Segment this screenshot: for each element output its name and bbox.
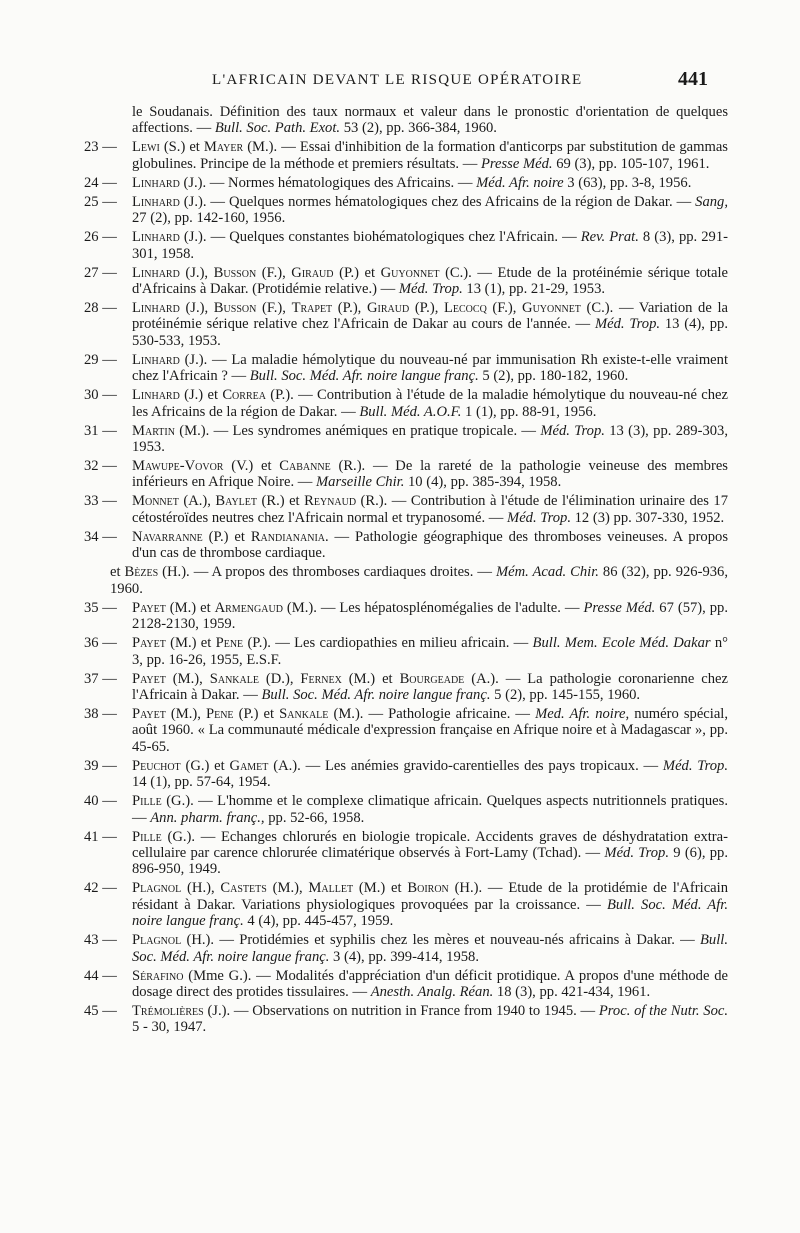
author-name: Payet <box>132 705 166 722</box>
journal-title: Méd. Trop. <box>507 509 571 526</box>
reference-list <box>84 104 728 1038</box>
reference-text: 10 (4), pp. 385-394, 1958. <box>404 474 562 491</box>
reference-entry <box>84 1003 728 1036</box>
reference-entry <box>84 194 728 227</box>
reference-text: 5 (2), pp. 180-182, 1960. <box>478 368 629 385</box>
reference-entry <box>84 458 728 491</box>
journal-title: Ann. pharm. franç., <box>150 809 265 826</box>
author-name: Randianania <box>250 528 325 545</box>
reference-text: (M.). — Essai d'inhibition de la formation d'anticorps par substitution de gammas globulines. Principe de la méthode et premiers résultats. — <box>132 139 728 172</box>
author-name: Linhard <box>132 174 180 191</box>
journal-title: Med. Afr. noire, <box>535 705 630 722</box>
reference-text: (J.). — Quelques constantes biohématologiques chez l'Africain. — <box>179 229 581 246</box>
reference-text: (C.). — Etude de la protéinémie sérique totale d'Africains à Dakar. (Protidémie relative.) — <box>132 264 729 298</box>
reference-entry <box>84 968 728 1001</box>
reference-text: (F.), <box>256 264 292 281</box>
author-name: Armengaud <box>214 599 283 616</box>
author-name: Pene <box>205 705 234 722</box>
reference-entry <box>84 265 728 298</box>
reference-text: (M.). — Pathologie africaine. — <box>328 705 536 722</box>
reference-text: (F.), <box>486 300 523 317</box>
author-name: Navarranne <box>132 528 203 545</box>
reference-text: 69 (3), pp. 105-107, 1961. <box>552 155 710 172</box>
reference-text: (G.) et <box>180 757 230 774</box>
author-name: Linhard <box>132 264 180 281</box>
reference-text: (V.) et <box>223 458 280 475</box>
reference-text: (J.), <box>179 264 214 281</box>
author-name: Trémolières <box>132 1002 204 1019</box>
reference-number: 25 — <box>84 193 117 210</box>
reference-text: (R.) et <box>257 493 305 510</box>
reference-entry <box>84 104 728 137</box>
journal-title: Bull. Soc. Méd. Afr. noire langue franç. <box>261 686 491 703</box>
reference-number: 41 — <box>84 828 117 845</box>
reference-number: 38 — <box>84 705 117 722</box>
reference-entry <box>84 229 728 262</box>
running-title: L'AFRICAIN DEVANT LE RISQUE OPÉRATOIRE <box>212 72 583 88</box>
reference-text: (M.) et <box>341 670 400 687</box>
reference-number: 26 — <box>84 229 117 246</box>
reference-text: et <box>110 564 125 581</box>
reference-number: 43 — <box>84 932 117 949</box>
reference-text: 5 - 30, 1947. <box>132 1019 207 1036</box>
reference-text: 18 (3), pp. 421-434, 1961. <box>493 983 651 1000</box>
author-name: Guyonnet <box>380 264 440 281</box>
reference-entry <box>84 529 728 562</box>
reference-number: 33 — <box>84 493 117 510</box>
reference-entry <box>84 635 728 668</box>
author-name: Boiron <box>407 880 449 897</box>
reference-text: 67 (57), pp. 2128-2130, 1959. <box>132 599 728 633</box>
reference-number: 35 — <box>84 599 117 616</box>
author-name: Fernex <box>300 670 342 687</box>
reference-text: (M.) et <box>165 635 216 652</box>
author-name: Peuchot <box>132 757 181 774</box>
reference-text: 1 (1), pp. 88-91, 1956. <box>461 403 597 420</box>
reference-entry <box>84 564 728 597</box>
reference-text: (M.), <box>165 670 210 687</box>
reference-entry <box>84 423 728 456</box>
reference-text: (R.). — De la rareté de la pathologie veineuse des membres inférieurs en Afrique Noire. — <box>132 458 728 491</box>
reference-text: (A.), <box>178 493 216 510</box>
reference-text: (P.), <box>409 300 444 317</box>
reference-text: (P.) et <box>202 528 251 545</box>
reference-text: 5 (2), pp. 145-155, 1960. <box>490 686 641 703</box>
author-name: Linhard <box>132 229 180 246</box>
reference-number: 42 — <box>84 880 117 897</box>
reference-text: (S.) et <box>159 139 204 156</box>
journal-title: Bull. Soc. Méd. Afr. noire langue franç. <box>132 896 728 930</box>
author-name: Bèzes <box>124 564 159 581</box>
reference-number: 36 — <box>84 635 117 652</box>
reference-entry <box>84 706 728 755</box>
reference-number: 28 — <box>84 300 117 317</box>
reference-text: (Mme G.). — Modalités d'appréciation d'un déficit protidique. A propos d'une méthode de dosage direct des protides tissulaires. — <box>132 967 728 1000</box>
reference-text: (C.). — Variation de la protéinémie sérique relative chez l'Africain de Dakar au cours de l'année. — <box>132 300 729 333</box>
author-name: Sérafino <box>132 967 184 984</box>
author-name: Pille <box>132 793 162 810</box>
reference-entry <box>84 932 728 965</box>
reference-number: 29 — <box>84 351 117 368</box>
journal-title: Bull. Mem. Ecole Méd. Dakar <box>532 635 711 652</box>
author-name: Plagnol <box>132 880 182 897</box>
author-name: Sankale <box>279 705 329 722</box>
author-name: Mawupe-Vovor <box>132 458 224 475</box>
reference-text: (J.), <box>179 300 214 317</box>
reference-text: pp. 52-66, 1958. <box>264 809 365 826</box>
reference-text: (M.). — Les hépatosplénomégalies de l'adulte. — <box>282 599 584 616</box>
author-name: Martin <box>132 422 175 439</box>
reference-text: (H.). — Etude de la protidémie de l'Africain résidant à Dakar. Variations physiologiques provoquées par la croissance. — <box>132 880 728 913</box>
reference-entry <box>84 139 728 172</box>
author-name: Correa <box>222 387 266 404</box>
reference-number: 40 — <box>84 793 117 810</box>
author-name: Mallet <box>308 880 354 897</box>
reference-text: n° 3, pp. 16-26, 1955, E.S.F. <box>132 635 728 668</box>
journal-title: Mém. Acad. Chir. <box>495 564 599 581</box>
reference-text: 12 (3) pp. 307-330, 1952. <box>570 509 725 526</box>
journal-title: Presse Méd. <box>583 599 656 616</box>
author-name: Cabanne <box>279 458 331 475</box>
author-name: Lewi <box>132 139 160 156</box>
reference-text: (H.). — Protidémies et syphilis chez les mères et nouveau-nés africains à Dakar. — <box>181 932 701 949</box>
reference-entry <box>84 829 728 878</box>
reference-text: 86 (32), pp. 926-936, 1960. <box>110 564 728 597</box>
reference-entry <box>84 758 728 791</box>
reference-entry <box>84 352 728 385</box>
journal-title: Proc. of the Nutr. Soc. <box>598 1002 729 1019</box>
reference-text: (M.) et <box>353 880 408 897</box>
reference-text: . — Pathologie géographique des thromboses veineuses. A propos d'un cas de thrombose cardiaque. <box>132 528 729 562</box>
reference-entry <box>84 175 728 191</box>
reference-text: (P.) et <box>333 264 381 281</box>
reference-text: 8 (3), pp. 291-301, 1958. <box>132 229 728 262</box>
reference-number: 23 — <box>84 139 117 156</box>
reference-text: (P.) et <box>233 705 280 722</box>
reference-text: 3 (63), pp. 3-8, 1956. <box>563 174 692 191</box>
reference-entry <box>84 493 728 526</box>
author-name: Lecocq <box>443 300 487 317</box>
author-name: Sankale <box>209 670 259 687</box>
reference-entry <box>84 880 728 929</box>
reference-text: 13 (1), pp. 21-29, 1953. <box>462 281 606 298</box>
reference-number: 44 — <box>84 967 117 984</box>
reference-text: 3 (4), pp. 399-414, 1958. <box>329 948 479 965</box>
journal-title: Marseille Chir. <box>315 474 405 491</box>
reference-text: (R.). — Contribution à l'étude de l'élimination urinaire des 17 cétostéroïdes neutres chez l'Africain normal et trypanosomé. — <box>132 493 728 526</box>
author-name: Trapet <box>291 300 333 317</box>
journal-title: Rev. Prat. <box>580 229 639 246</box>
running-head <box>212 68 708 92</box>
reference-text: (M.), <box>266 880 309 897</box>
reference-text: (J.). — Quelques normes hématologiques chez des Africains de la région de Dakar. — <box>179 193 696 210</box>
reference-text: (G.). — L'homme et le complexe climatique africain. Quelques aspects nutritionnels pratiques. — <box>132 793 728 826</box>
journal-title: Méd. Trop. <box>604 844 669 861</box>
author-name: Mayer <box>203 139 244 156</box>
reference-number: 24 — <box>84 174 117 191</box>
reference-text: (M.) et <box>165 599 215 616</box>
journal-title: Sang, <box>695 193 728 210</box>
author-name: Payet <box>132 670 166 687</box>
author-name: Plagnol <box>132 932 182 949</box>
reference-entry <box>84 600 728 633</box>
author-name: Busson <box>213 300 257 317</box>
reference-text: (J.). — Normes hématologiques des Africains. — <box>179 174 477 191</box>
reference-number: 45 — <box>84 1002 117 1019</box>
reference-text: 14 (1), pp. 57-64, 1954. <box>132 774 271 791</box>
journal-title: Méd. Trop. <box>594 316 661 333</box>
journal-title: Bull. Soc. Méd. Afr. noire langue franç. <box>249 368 479 385</box>
journal-title: Bull. Soc. Méd. Afr. noire langue franç. <box>132 932 728 965</box>
reference-text: (M.). — Les syndromes anémiques en pratique tropicale. — <box>174 422 541 439</box>
author-name: Linhard <box>132 193 180 210</box>
reference-number: 34 — <box>84 528 117 545</box>
reference-text: le Soudanais. Définition des taux normaux et valeur dans le pronostic d'orientation de quelques affections. — <box>132 104 728 137</box>
reference-number: 32 — <box>84 458 117 475</box>
author-name: Giraud <box>291 264 334 281</box>
reference-text: (P.), <box>332 300 367 317</box>
author-name: Reynaud <box>304 493 357 510</box>
reference-number: 31 — <box>84 422 117 439</box>
reference-text: (A.). — La pathologie coronarienne chez l'Africain à Dakar. — <box>132 670 728 703</box>
author-name: Monnet <box>132 493 179 510</box>
author-name: Giraud <box>366 300 410 317</box>
reference-text: numéro spécial, août 1960. « La communauté médicale d'expression française en Afrique noire et à Madagascar », pp. 45-65. <box>132 705 729 755</box>
journal-title: Méd. Trop. <box>662 757 728 774</box>
author-name: Castets <box>220 880 267 897</box>
author-name: Bourgeade <box>399 670 465 687</box>
reference-text: (P.). — Contribution à l'étude de la maladie hémolytique du nouveau-né chez les Africains de la région de Dakar. — <box>132 387 728 420</box>
reference-text: (P.). — Les cardiopathies en milieu africain. — <box>243 635 533 652</box>
reference-entry <box>84 671 728 704</box>
reference-text: 4 (4), pp. 445-457, 1959. <box>243 913 394 930</box>
reference-number: 37 — <box>84 670 117 687</box>
reference-text: (F.), <box>256 300 292 317</box>
author-name: Gamet <box>229 757 269 774</box>
reference-number: 27 — <box>84 264 117 281</box>
journal-title: Bull. Soc. Path. Exot. <box>214 120 341 137</box>
reference-text: (M.), <box>165 705 206 722</box>
reference-number: 30 — <box>84 387 117 404</box>
author-name: Payet <box>132 599 166 616</box>
reference-text: 9 (6), pp. 896-950, 1949. <box>132 844 728 878</box>
reference-text: (J.). — Observations on nutrition in France from 1940 to 1945. — <box>203 1002 599 1019</box>
reference-text: (D.), <box>258 670 301 687</box>
author-name: Linhard <box>132 387 180 404</box>
author-name: Linhard <box>132 300 180 317</box>
page-number: 441 <box>678 68 708 90</box>
author-name: Baylet <box>215 493 257 510</box>
author-name: Pene <box>215 635 244 652</box>
journal-title: Méd. Trop. <box>398 281 463 298</box>
author-name: Linhard <box>132 351 180 368</box>
reference-entry <box>84 793 728 826</box>
reference-text: (A.). — Les anémies gravido-carentielles des pays tropicaux. — <box>268 757 663 774</box>
reference-text: 27 (2), pp. 142-160, 1956. <box>132 210 286 227</box>
reference-text: (H.). — A propos des thromboses cardiaques droites. — <box>158 564 496 581</box>
reference-entry <box>84 387 728 420</box>
author-name: Busson <box>213 264 257 281</box>
reference-number: 39 — <box>84 757 117 774</box>
reference-text: (G.). — Echanges chlorurés en biologie tropicale. Accidents graves de déshydratation extra-cellulaire par carence chlorurée climatérique observés à Fort-Lamy (Tchad). — <box>132 828 728 861</box>
reference-text: (J.) et <box>179 387 223 404</box>
reference-entry <box>84 300 728 349</box>
reference-text: (J.). — La maladie hémolytique du nouveau-né par immunisation Rh existe-t-elle vraiment chez l'Africain ? — <box>132 351 728 385</box>
author-name: Guyonnet <box>522 300 581 317</box>
journal-title: Méd. Afr. noire <box>476 174 564 191</box>
journal-title: Anesth. Analg. Réan. <box>370 983 494 1000</box>
reference-text: (H.), <box>181 880 221 897</box>
journal-title: Presse Méd. <box>480 155 553 172</box>
author-name: Pille <box>132 828 162 845</box>
journal-title: Méd. Trop. <box>540 422 605 439</box>
author-name: Payet <box>132 635 166 652</box>
journal-title: Bull. Méd. A.O.F. <box>359 403 462 420</box>
reference-text: 53 (2), pp. 366-384, 1960. <box>340 120 497 137</box>
reference-text: 13 (3), pp. 289-303, 1953. <box>132 422 728 456</box>
reference-text: 13 (4), pp. 530-533, 1953. <box>132 316 728 349</box>
